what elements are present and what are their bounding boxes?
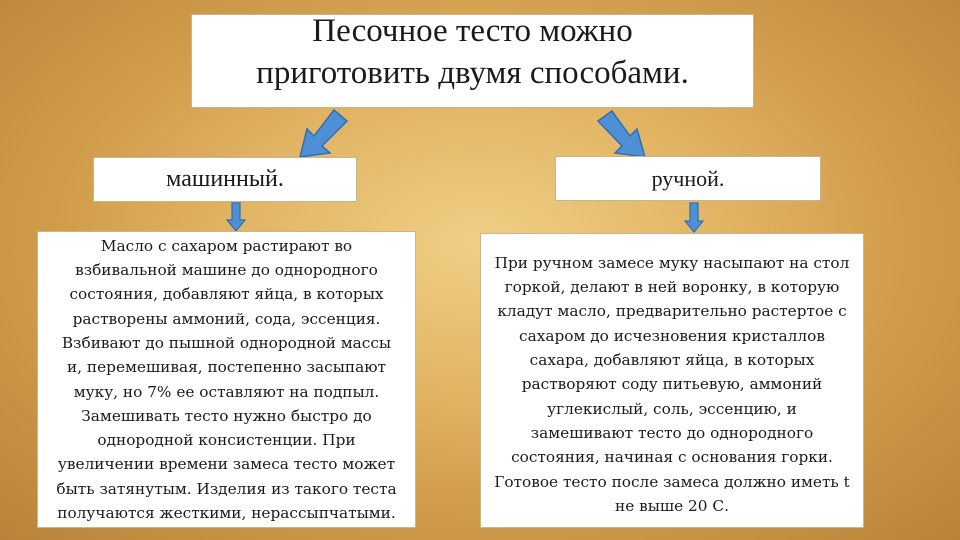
method-description-manual [480,233,864,528]
method-description-machine [37,231,416,528]
method-description-manual-text: При ручном замесе муку насыпают на стол горкой, делают в ней воронку, в которую кладут масло, предварительно растертое с сахаром до исчезновения кристаллов сахара, добавляют яйца, в которых растворяют соду питьевую, аммоний углекислый, соль, эссенцию, и замешивают тесто до однородного состояния, начиная с основания горки. Готовое тесто после замеса должно иметь t не выше 20 С. [494,253,850,515]
method-description-machine-text: Масло с сахаром растирают во взбивальной машине до однородного состояния, добавляют яйца, в которых растворены аммоний, сода, эссенция. Взбивают до пышной однородной массы и, перемешивая, постепенно засыпают муку, но 7% ее оставляют на подпыл. Замешивать тесто нужно быстро до однородной консистенции. При увеличении времени замеса тесто может быть затянутым. Изделия из такого теста получаются жесткими, нерассыпчатыми. [56,236,397,522]
method-label-manual-text: ручной. [651,165,725,191]
method-label-machine-text: машинный. [166,166,284,192]
diagram-title: Песочное тесто можно приготовить двумя способами. [256,13,689,91]
